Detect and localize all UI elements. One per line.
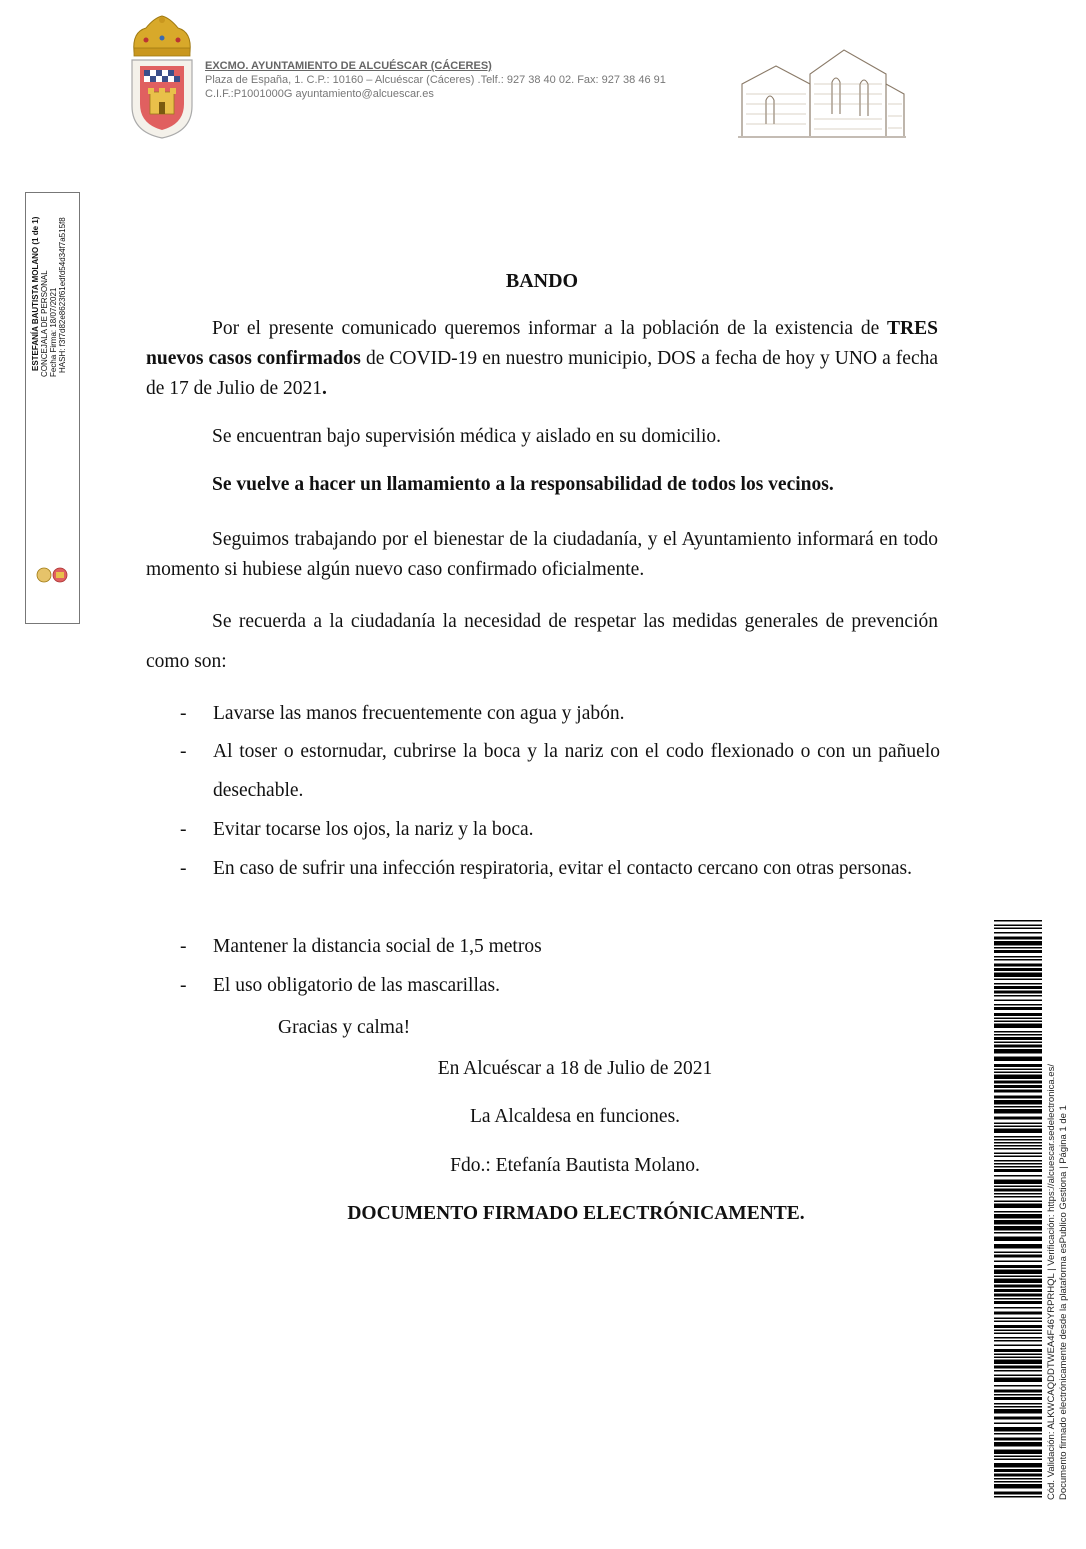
list-item: - Al toser o estornudar, cubrirse la boca y la nariz con el codo flexionado o con un pañuelo desechable.: [180, 741, 940, 801]
signed-notice: DOCUMENTO FIRMADO ELECTRÓNICAMENTE.: [347, 1203, 805, 1224]
list-item: - El uso obligatorio de las mascarillas.: [180, 975, 501, 996]
organization-address: Plaza de España, 1. C.P.: 10160 – Alcuéscar (Cáceres) .Telf.: 927 38 40 02. Fax: 927 38 46 91: [205, 74, 666, 86]
signature-stamp-box: [25, 192, 80, 624]
paragraph-responsibility: Se vuelve a hacer un llamamiento a la responsabilidad de todos los vecinos.: [212, 474, 834, 495]
closing-text: Gracias y calma!: [278, 1017, 411, 1038]
signer-name: Fdo.: Etefanía Bautista Molano.: [450, 1155, 700, 1176]
paragraph-prevention: Se recuerda a la ciudadanía la necesidad de respetar las medidas generales de prevención como son:: [146, 611, 938, 672]
signer-stamp-hash: HASH: f3f7d82e8623f61edfd54d34f7a515f8: [58, 217, 67, 373]
paragraph-supervision: Se encuentran bajo supervisión médica y aislado en su domicilio.: [212, 426, 722, 447]
list-item: - Mantener la distancia social de 1,5 metros: [180, 936, 542, 957]
paragraph-cases: Por el presente comunicado queremos informar a la población de la existencia de TRES nuevos casos confirmados de COVID-19 en nuestro municipio, DOS a fecha de hoy y UNO a fecha de 17 de Julio de 2021.: [146, 318, 939, 399]
signer-stamp-role: CONCEJALA DE PERSONAL: [40, 270, 49, 377]
place-date: En Alcuéscar a 18 de Julio de 2021: [437, 1058, 713, 1079]
signer-stamp-date: Fecha Firma: 18/07/2021: [49, 287, 58, 377]
validation-platform-line: Documento firmado electrónicamente desde la plataforma esPublico Gestiona | Página 1 de 1: [1058, 1105, 1069, 1500]
signer-role: La Alcaldesa en funciones.: [469, 1106, 681, 1127]
church-illustration: [736, 44, 908, 140]
signer-stamp-name: ESTEFANÍA BAUTISTA MOLANO (1 de 1): [31, 216, 40, 371]
organization-name: EXCMO. AYUNTAMIENTO DE ALCUÉSCAR (CÁCERES): [205, 60, 492, 72]
validation-barcode: [994, 920, 1042, 1500]
validation-code-line: Cód. Validación: ALKWCAQDDTWEA4F46YRPRHQL | Verificación: https://alcuescar.sedelectronica.es/: [1046, 1064, 1057, 1500]
list-item: - Evitar tocarse los ojos, la nariz y la boca.: [180, 819, 534, 840]
list-item: - En caso de sufrir una infección respiratoria, evitar el contacto cercano con otras personas.: [180, 858, 912, 879]
paragraph-wellbeing: Seguimos trabajando por el bienestar de la ciudadanía, y el Ayuntamiento informará en todo momento si hubiese algún nuevo caso confirmado oficialmente.: [146, 529, 938, 580]
document-title: BANDO: [505, 270, 579, 292]
organization-cif-email: C.I.F.:P1001000G ayuntamiento@alcuescar.es: [205, 88, 434, 100]
stamp-coat-of-arms-icon: [32, 564, 72, 591]
list-item: - Lavarse las manos frecuentemente con agua y jabón.: [180, 703, 625, 724]
coat-of-arms-logo: [126, 14, 198, 140]
